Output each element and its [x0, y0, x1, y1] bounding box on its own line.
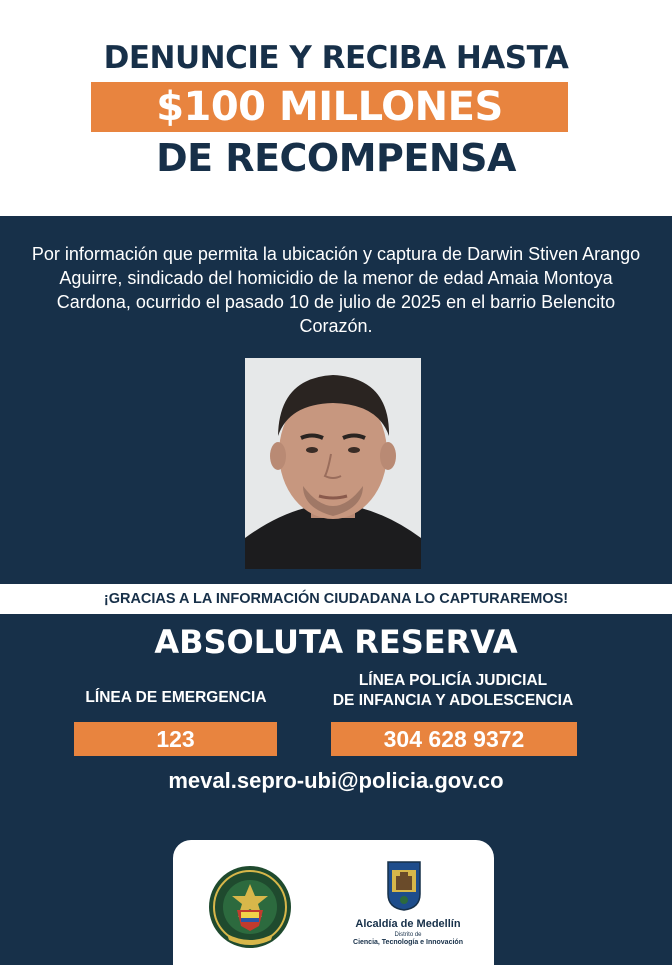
- headline-line-3: DE RECOMPENSA: [156, 136, 516, 180]
- absolute-reserve-heading: ABSOLUTA RESERVA: [154, 623, 518, 661]
- police-line-label-2: DE INFANCIA Y ADOLESCENCIA: [332, 692, 574, 709]
- reward-amount: $100 MILLONES: [91, 82, 568, 132]
- logos-panel: [173, 840, 494, 965]
- emergency-line-label: LÍNEA DE EMERGENCIA: [85, 689, 267, 706]
- suspect-photo: [245, 358, 421, 569]
- medellin-coat-of-arms-icon: [386, 860, 422, 912]
- police-line-label: [305, 671, 601, 711]
- police-seal-icon: [207, 864, 293, 950]
- police-number[interactable]: 304 628 9372: [331, 722, 577, 756]
- alcaldia-name: Alcaldía de Medellín: [355, 918, 461, 930]
- alcaldia-tagline: Ciencia, Tecnología e Innovación: [353, 939, 463, 946]
- thanks-banner: ¡GRACIAS A LA INFORMACIÓN CIUDADANA LO CAPTURAREMOS!: [0, 584, 672, 614]
- case-description: Por información que permita la ubicación y captura de Darwin Stiven Arango Aguirre, sindicado del homicidio de la menor de edad Amaia Montoya Cardona, ocurrido el pasado 10 de julio de 2025 en el barrio Belencito Corazón.: [31, 244, 641, 336]
- police-line-label-1: LÍNEA POLICÍA JUDICIAL: [358, 672, 548, 689]
- header-section: [0, 0, 672, 216]
- contact-email[interactable]: meval.sepro-ubi@policia.gov.co: [168, 768, 504, 793]
- emergency-number[interactable]: 123: [74, 722, 277, 756]
- suspect-portrait-icon: [245, 358, 421, 569]
- alcaldia-district: Distrito de: [394, 932, 422, 938]
- headline-line-1: DENUNCIE Y RECIBA HASTA: [103, 40, 569, 76]
